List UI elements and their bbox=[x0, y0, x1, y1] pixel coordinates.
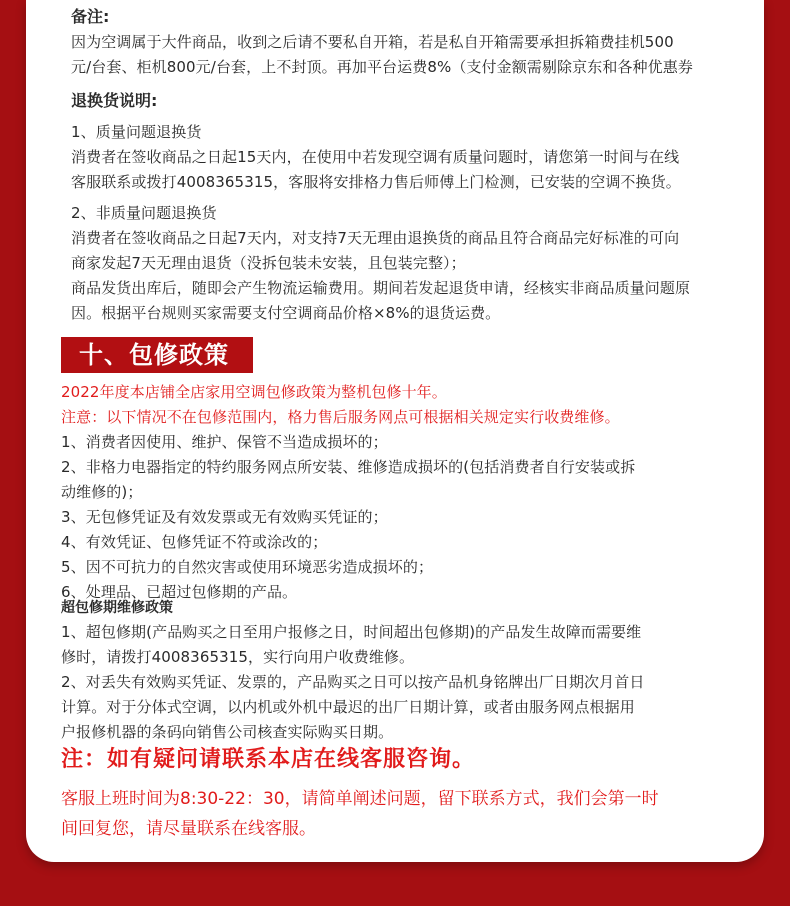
contact-section bbox=[61, 742, 659, 844]
nonquality-line: 商品发货出库后，随即会产生物流运输费用。期间若发起退货申请，经核实非商品质量问题原 bbox=[71, 279, 691, 297]
extended-line: 1、超包修期(产品购买之日至用户报修之日，时间超出包修期)的产品发生故障而需要维 bbox=[61, 623, 642, 641]
warranty-item: 6、处理品、已超过包修期的产品。 bbox=[61, 583, 298, 601]
extended-line: 修时，请拨打4008365315，实行向用户收费维修。 bbox=[61, 648, 415, 666]
warranty-red-line: 注意：以下情况不在包修范围内，格力售后服务网点可根据相关规定实行收费维修。 bbox=[61, 408, 620, 426]
notes-title: 备注: bbox=[71, 7, 110, 26]
warranty-item: 3、无包修凭证及有效发票或无有效购买凭证的； bbox=[61, 508, 388, 526]
extended-title: 超包修期维修政策 bbox=[61, 600, 173, 616]
nonquality-title: 2、非质量问题退换货 bbox=[71, 204, 217, 222]
warranty-item: 4、有效凭证、包修凭证不符或涂改的； bbox=[61, 533, 328, 551]
extended-line: 2、对丢失有效购买凭证、发票的，产品购买之日可以按产品机身铭牌出厂日期次月首日 bbox=[61, 673, 645, 691]
warranty-item: 5、因不可抗力的自然灾害或使用环境恶劣造成损坏的； bbox=[61, 558, 434, 576]
warranty-item: 2、非格力电器指定的特约服务网点所安装、维修造成损坏的(包括消费者自行安装或拆 bbox=[61, 458, 636, 476]
notes-line: 元/台套、柜机800元/台套，上不封顶。再加平台运费8%（支付金额需剔除京东和各种优惠券 bbox=[71, 58, 693, 76]
extended-warranty-section bbox=[61, 596, 644, 745]
quality-line: 消费者在签收商品之日起15天内，在使用中若发现空调有质量问题时，请您第一时间与在线 bbox=[71, 148, 680, 166]
extended-line: 计算。对于分体式空调，以内机或外机中最迟的出厂日期计算，或者由服务网点根据用 bbox=[61, 698, 635, 716]
quality-title: 1、质量问题退换货 bbox=[71, 123, 202, 141]
nonquality-line: 因。根据平台规则买家需要支付空调商品价格×8%的退货运费。 bbox=[71, 304, 501, 322]
returns-section bbox=[71, 88, 690, 326]
nonquality-line: 商家发起7天无理由退货（没拆包装未安装，且包装完整）； bbox=[71, 254, 466, 272]
extended-line: 户报修机器的条码向销售公司核查实际购买日期。 bbox=[61, 723, 394, 741]
contact-line: 客服上班时间为8:30-22：30，请简单阐述问题，留下联系方式，我们会第一时 bbox=[61, 789, 659, 809]
warranty-section bbox=[61, 380, 635, 605]
nonquality-line: 消费者在签收商品之日起7天内，对支持7天无理由退换货的商品且符合商品完好标准的可向 bbox=[71, 229, 680, 247]
notes-line: 因为空调属于大件商品，收到之后请不要私自开箱，若是私自开箱需要承担拆箱费挂机500 bbox=[71, 33, 674, 51]
warranty-item: 1、消费者因使用、维护、保管不当造成损坏的； bbox=[61, 433, 388, 451]
returns-title: 退换货说明: bbox=[71, 91, 158, 110]
warranty-banner bbox=[61, 337, 253, 373]
warranty-red-line: 2022年度本店铺全店家用空调包修政策为整机包修十年。 bbox=[61, 383, 447, 401]
warranty-banner-text: 十、包修政策 bbox=[61, 337, 253, 373]
contact-line: 间回复您，请尽量联系在线客服。 bbox=[61, 819, 316, 839]
notes-section bbox=[71, 4, 693, 80]
quality-line: 客服联系或拨打4008365315，客服将安排格力售后师傅上门检测，已安装的空调不换货。 bbox=[71, 173, 681, 191]
warranty-item: 动维修的)； bbox=[61, 483, 143, 501]
contact-headline: 注：如有疑问请联系本店在线客服咨询。 bbox=[61, 747, 476, 772]
